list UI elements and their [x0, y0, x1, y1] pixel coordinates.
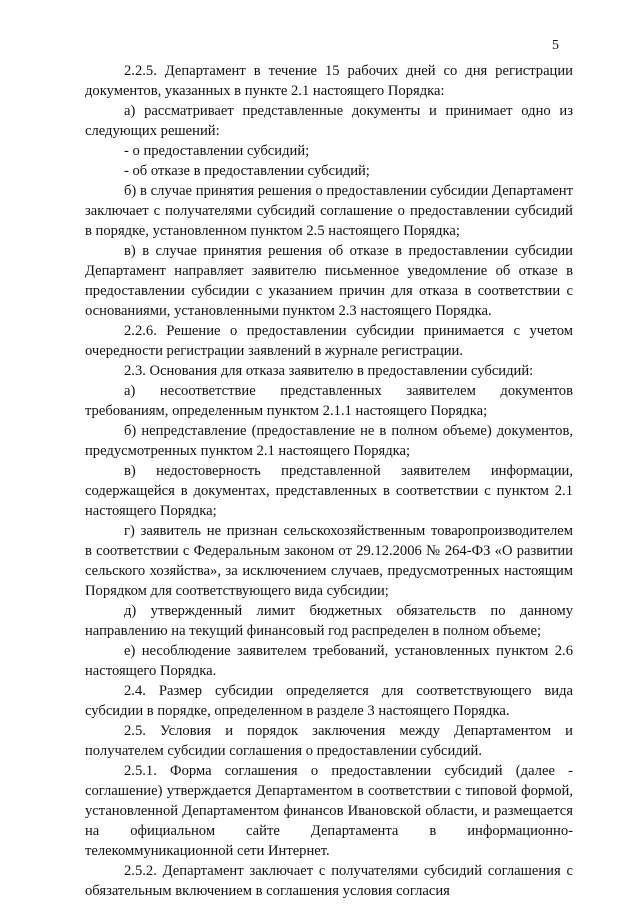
paragraph: - об отказе в предоставлении субсидий;: [124, 163, 370, 179]
paragraph: е) несоблюдение заявителем требований, установленных пунктом 2.6 настоящего Порядка.: [85, 643, 573, 679]
paragraph: в) в случае принятия решения об отказе в предоставлении субсидии Департамент направляет заявителю письменное уведомление об отказе в предоставлении субсидии с указанием причин для отказа в соответствии с основаниями, установленными пунктом 2.3 настоящего Порядка.: [85, 243, 573, 319]
paragraph: 2.5.2. Департамент заключает с получателями субсидий соглашения с обязательным включением в соглашения условия согласия: [85, 863, 573, 899]
paragraph: 2.2.5. Департамент в течение 15 рабочих дней со дня регистрации документов, указанных в пункте 2.1 настоящего Порядка:: [85, 63, 573, 99]
page-number: 5: [552, 38, 559, 53]
paragraph: - о предоставлении субсидий;: [124, 143, 310, 159]
paragraph: б) в случае принятия решения о предоставлении субсидии Департамент заключает с получателями субсидий соглашение о предоставлении субсидий в порядке, установленном пунктом 2.5 настоящего Порядка;: [85, 183, 573, 239]
paragraph: г) заявитель не признан сельскохозяйственным товаропроизводителем в соответствии с Федеральным законом от 29.12.2006 № 264-ФЗ «О развитии сельского хозяйства», за исключением случаев, предусмотренных настоящим Порядком для соответствующего вида субсидии;: [85, 523, 573, 599]
paragraph: в) недостоверность представленной заявителем информации, содержащейся в документах, представленных в соответствии с пунктом 2.1 настоящего Порядка;: [85, 463, 573, 519]
paragraph: 2.2.6. Решение о предоставлении субсидии принимается с учетом очередности регистрации заявлений в журнале регистрации.: [85, 323, 573, 359]
paragraph: 2.5.1. Форма соглашения о предоставлении субсидий (далее - соглашение) утверждается Департаментом в соответствии с типовой формой, установленной Департаментом финансов Ивановской области, и размещается на официальном сайте Департамента в информационно-телекоммуникационной сети Интернет.: [85, 763, 573, 859]
paragraph: д) утвержденный лимит бюджетных обязательств по данному направлению на текущий финансовый год распределен в полном объеме;: [85, 603, 573, 639]
paragraph: б) непредставление (предоставление не в полном объеме) документов, предусмотренных пунктом 2.1 настоящего Порядка;: [85, 423, 573, 459]
paragraph: а) рассматривает представленные документы и принимает одно из следующих решений:: [85, 103, 573, 139]
paragraph: 2.5. Условия и порядок заключения между Департаментом и получателем субсидии соглашения о предоставлении субсидий.: [85, 723, 573, 759]
document-body: [85, 61, 573, 901]
paragraph: 2.4. Размер субсидии определяется для соответствующего вида субсидии в порядке, определенном в разделе 3 настоящего Порядка.: [85, 683, 573, 719]
paragraph: а) несоответствие представленных заявителем документов требованиям, определенным пунктом 2.1.1 настоящего Порядка;: [85, 383, 573, 419]
paragraph: 2.3. Основания для отказа заявителю в предоставлении субсидий:: [124, 363, 534, 379]
